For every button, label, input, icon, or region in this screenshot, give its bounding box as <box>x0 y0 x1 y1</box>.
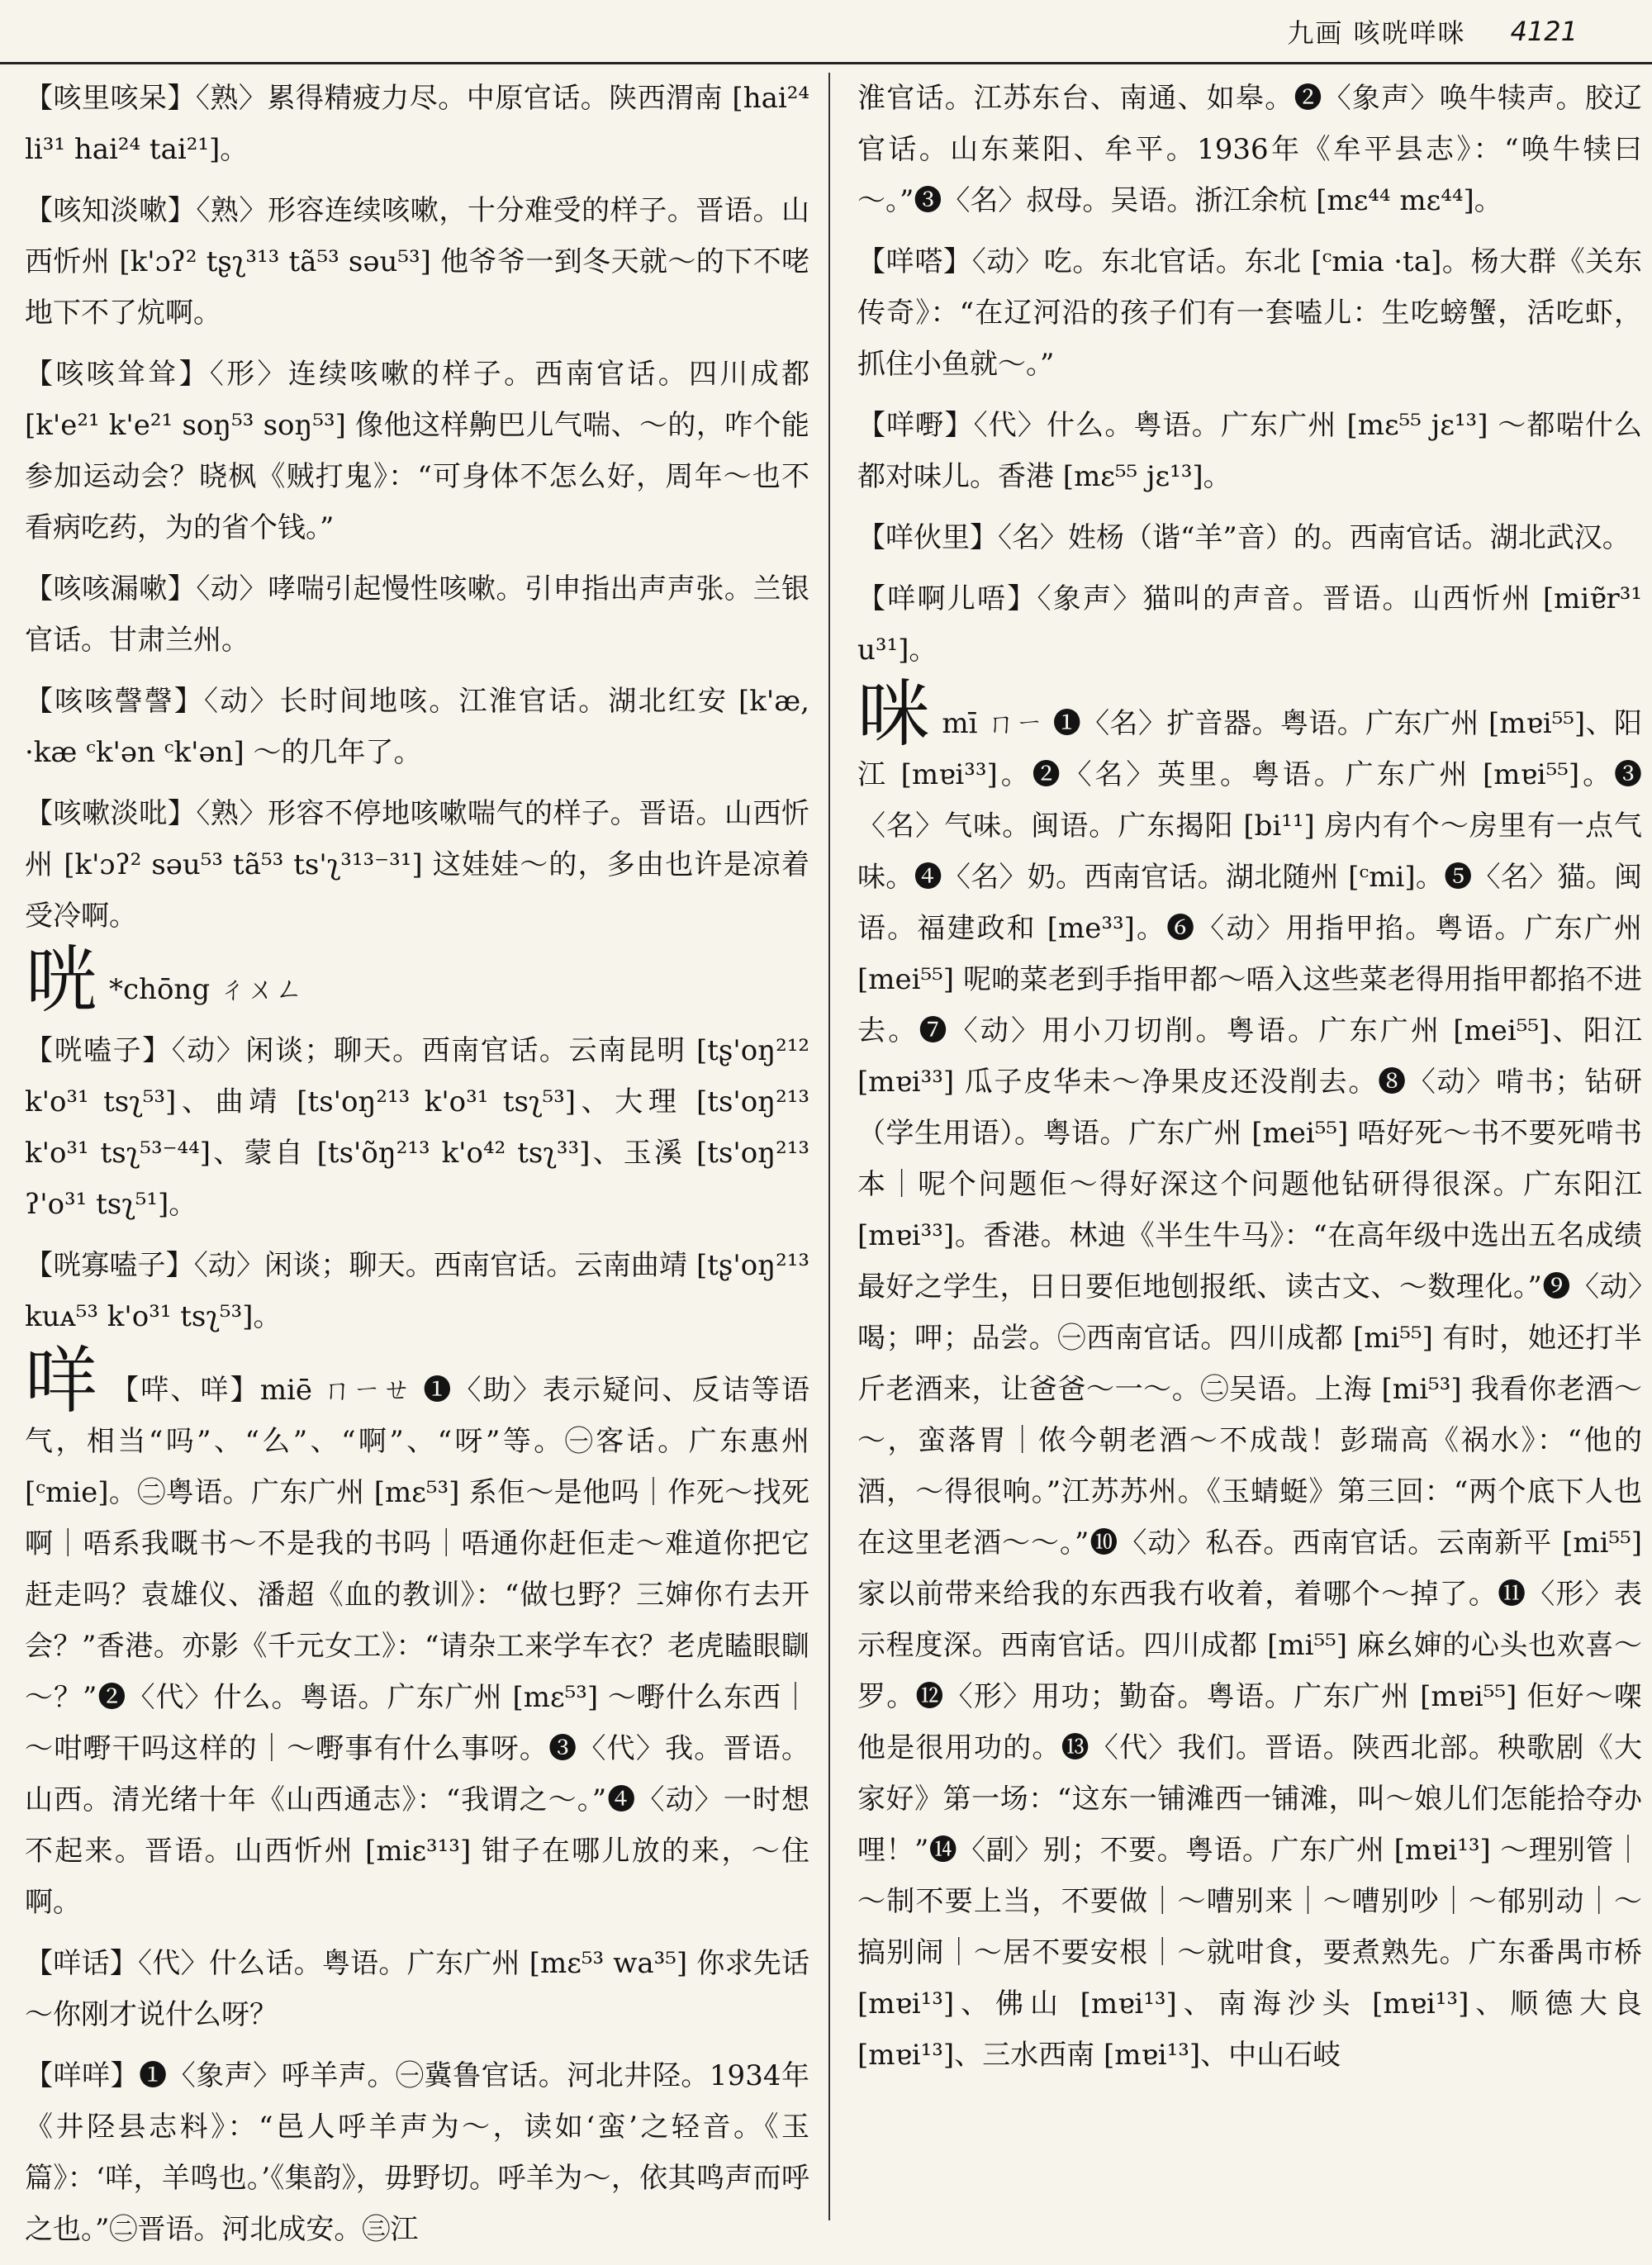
entry-ke-zhi-dan-sou: 【咳知淡嗽】〈熟〉形容连续咳嗽，十分难受的样子。晋语。山西忻州 [k'ɔʔ² tʂʅ³¹³ tã⁵³ səu⁵³] 他爷爷一到冬天就～的下不咾地下不了炕啊。 <box>25 194 809 330</box>
entry-ke-ke-qing-qing: 【咳咳謦謦】〈动〉长时间地咳。江淮官话。湖北红安 [k'æ, ·kæ ᶜk'ən ᶜk'ən] ～的几年了。 <box>25 685 809 769</box>
headword-chong <box>25 938 809 1023</box>
column-divider <box>828 73 830 2220</box>
entry-mie-a-er-wu: 【咩啊儿唔】〈象声〉猫叫的声音。晋语。山西忻州 [miɐ̃r³¹ u³¹]。 <box>857 582 1642 667</box>
headword-definition: 【哶、咩】miē ㄇㄧㄝ ❶〈助〉表示疑问、反诘等语气，相当“吗”、“么”、“啊”、“呀”等。㊀客话。广东惠州 [ᶜmie]。㊁粤语。广东广州 [mɛ⁵³] 系佢～是他吗｜作死～找死啊｜唔系我嘅书～不是我的书吗｜唔通你赶佢走～难道你把它赶走吗？袁雄仪、潘超《血的教训》：“做乜野？三婶你冇去开会？”香港。亦影《千元女工》：“请杂工来学车衣？老虎瞌眼瞓～？”❷〈代〉什么。粤语。广东广州 [mɛ⁵³] ～嘢什么东西｜～咁嘢干吗这样的｜～嘢事有什么事呀。❸〈代〉我。晋语。山西。清光绪十年《山西通志》：“我谓之～。”❹〈动〉一时想不起来。晋语。山西忻州 [miɛ³¹³] 钳子在哪儿放的来，～住啊。 <box>25 1374 809 1919</box>
entry-ke-ke-song-song: 【咳咳耸耸】〈形〉连续咳嗽的样子。西南官话。四川成都 [k'e²¹ k'e²¹ soŋ⁵³ soŋ⁵³] 像他这样齁巴儿气喘、～的，咋个能参加运动会？晓枫《贼打鬼》：“可身体不怎么好，周年～也不看病吃药，为的省个钱。” <box>25 358 809 544</box>
section-title: 九画 咳咣咩咪 <box>1287 17 1466 49</box>
entry-ke-li-ke-dai: 【咳里咳呆】〈熟〉累得精疲力尽。中原官话。陕西渭南 [hai²⁴ li³¹ hai²⁴ tai²¹]。 <box>25 82 809 166</box>
headword-mi <box>857 672 1642 2081</box>
entry-mie-mie: 【咩咩】❶〈象声〉呼羊声。㊀冀鲁官话。河北井陉。1934年《井陉县志料》：“邑人呼羊声为～，读如‘蛮’之轻音。《玉篇》：‘咩，羊鸣也。’《集韵》，毋野切。呼羊为～，依其鸣声而呼之也。”㊁晋语。河北成安。㊂江 <box>25 2059 809 2246</box>
left-column <box>25 73 809 2265</box>
page-number: 4121 <box>1510 15 1578 47</box>
entry-mie-ye: 【咩嘢】〈代〉什么。粤语。广东广州 [mɛ⁵⁵ jɛ¹³] ～都啱什么都对味儿。香港 [mɛ⁵⁵ jɛ¹³]。 <box>857 409 1642 493</box>
entry-ke-sou-dan-ci: 【咳嗽淡吡】〈熟〉形容不停地咳嗽喘气的样子。晋语。山西忻州 [k'ɔʔ² səu⁵³ tã⁵³ ts'ʅ³¹³⁻³¹] 这娃娃～的，多由也许是凉着受冷啊。 <box>25 797 809 933</box>
headword-pronunciation: *chōng ㄔㄨㄥ <box>109 973 303 1006</box>
entry-mie-hua: 【咩话】〈代〉什么话。粤语。广东广州 [mɛ⁵³ wa³⁵] 你求先话～你刚才说什么呀？ <box>25 1947 809 2031</box>
headword-definition: mī ㄇㄧ ❶〈名〉扩音器。粤语。广东广州 [mɐi⁵⁵]、阳江 [mɐi³³]。❷〈名〉英里。粤语。广东广州 [mɐi⁵⁵]。❸〈名〉气味。闽语。广东揭阳 [bi¹¹] 房内有个～房里有一点气味。❹〈名〉奶。西南官话。湖北随州 [ᶜmi]。❺〈名〉猫。闽语。福建政和 [me³³]。❻〈动〉用指甲掐。粤语。广东广州 [mei⁵⁵] 呢啲菜老到手指甲都～唔入这些菜老得用指甲都掐不进去。❼〈动〉用小刀切削。粤语。广东广州 [mei⁵⁵]、阳江 [mɐi³³] 瓜子皮华未～净果皮还没削去。❽〈动〉啃书；钻研（学生用语）。粤语。广东广州 [mei⁵⁵] 唔好死～书不要死啃书本｜呢个问题佢～得好深这个问题他钻研得很深。广东阳江 [mɐi³³]。香港。林迪《半生牛马》：“在高年级中选出五名成绩最好之学生，日日要佢地刨报纸、读古文、～数理化。”❾〈动〉喝；呷；品尝。㊀西南官话。四川成都 [mi⁵⁵] 有时，她还打半斤老酒来，让爸爸～一～。㊁吴语。上海 [mi⁵³] 我看你老酒～～，蛮落胃｜侬今朝老酒～不成哉！彭瑞高《祸水》：“他的酒，～得很响。”江苏苏州。《玉蜻蜓》第三回：“两个底下人也在这里老酒～～。”❿〈动〉私吞。西南官话。云南新平 [mi⁵⁵] 家以前带来给我的东西我冇收着，着哪个～掉了。⓫〈形〉表示程度深。西南官话。四川成都 [mi⁵⁵] 麻幺婶的心头也欢喜～罗。⓬〈形〉用功；勤奋。粤语。广东广州 [mɐi⁵⁵] 佢好～㗎他是很用功的。⓭〈代〉我们。晋语。陕西北部。秧歌剧《大家好》第一场：“这东一铺滩西一铺滩，叫～娘儿们怎能拾夺办哩！”⓮〈副〉别；不要。粤语。广东广州 [mɐi¹³] ～理别管｜～制不要上当，不要做｜～嘈别来｜～嘈别吵｜～郁别动｜～搞别闹｜～居不要安根｜～就咁食，要煮熟先。广东番禺市桥 [mɐi¹³]、佛山 [mɐi¹³]、南海沙头 [mɐi¹³]、顺德大良 [mɐi¹³]、三水西南 [mɐi¹³]、中山石岐 <box>857 707 1642 2072</box>
entry-chong-gua-ke-zi: 【咣寡嗑子】〈动〉闲谈；聊天。西南官话。云南曲靖 [tʂ'oŋ²¹³ kuᴀ⁵³ k'o³¹ tsʅ⁵³]。 <box>25 1249 809 1333</box>
right-column <box>857 73 1642 2091</box>
headword-mie <box>25 1338 809 1928</box>
entry-chong-ke-zi: 【咣嗑子】〈动〉闲谈；聊天。西南官话。云南昆明 [tʂ'oŋ²¹² k'o³¹ tsʅ⁵³]、曲靖 [ts'oŋ²¹³ k'o³¹ tsʅ⁵³]、大理 [ts'oŋ²¹³ k'o³¹ tsʅ⁵³⁻⁴⁴]、蒙自 [ts'õŋ²¹³ k'o⁴² tsʅ³³]、玉溪 [ts'oŋ²¹³ ʔ'o³¹ tsʅ⁵¹]。 <box>25 1034 809 1221</box>
headword-char: 咩 <box>25 1338 100 1423</box>
entry-ke-ke-lou-sou: 【咳咳漏嗽】〈动〉哮喘引起慢性咳嗽。引申指出声声张。兰银官话。甘肃兰州。 <box>25 572 809 657</box>
entry-mie-da: 【咩嗒】〈动〉吃。东北官话。东北 [ᶜmia ·ta]。杨大群《关东传奇》：“在辽河沿的孩子们有一套嗑儿：生吃螃蟹，活吃虾，抓住小鱼就～。” <box>857 245 1642 381</box>
entry-mie-huo-li: 【咩伙里】〈名〉姓杨（谐“羊”音）的。西南官话。湖北武汉。 <box>857 521 1631 554</box>
headword-char: 咪 <box>857 672 931 757</box>
page-header <box>0 0 1652 64</box>
headword-char: 咣 <box>25 938 98 1023</box>
entry-mie-mie-continued: 淮官话。江苏东台、南通、如皋。❷〈象声〉唤牛犊声。胶辽官话。山东莱阳、牟平。1936年《牟平县志》：“唤牛犊曰～。”❸〈名〉叔母。吴语。浙江余杭 [mɛ⁴⁴ mɛ⁴⁴]。 <box>857 82 1642 217</box>
